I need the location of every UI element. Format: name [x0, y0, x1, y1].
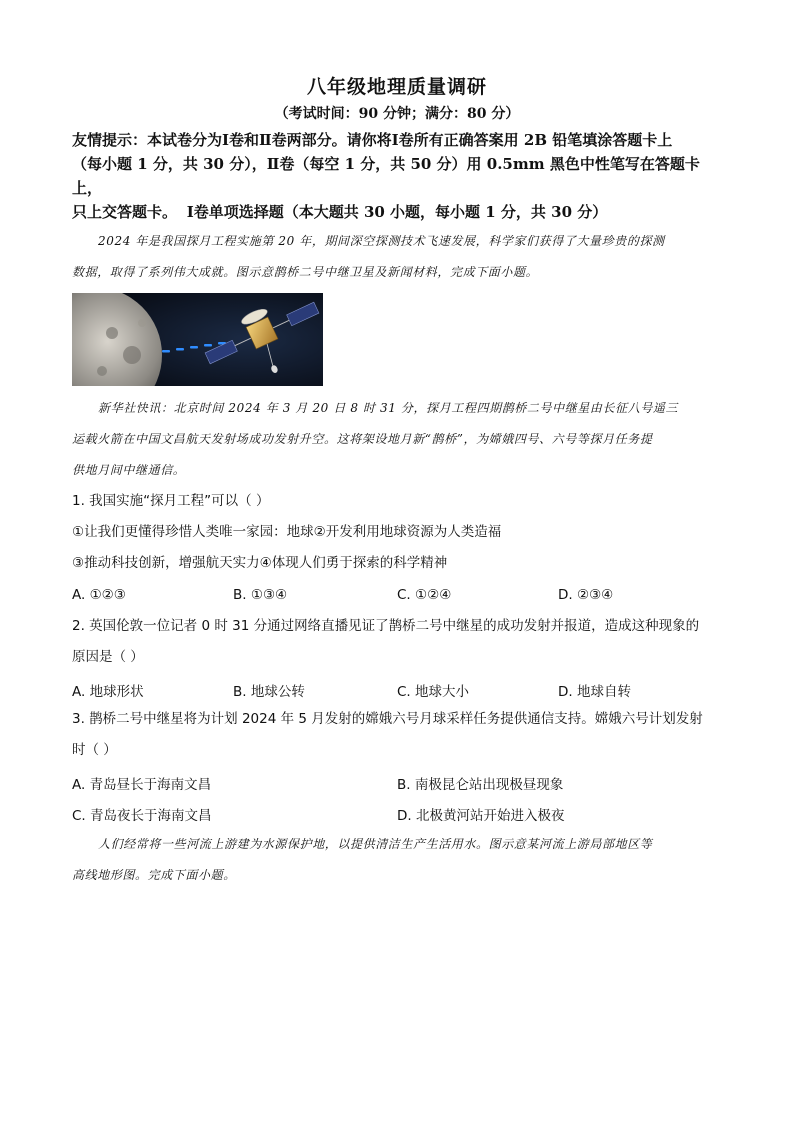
instructions-line: 只上交答题卡。	[72, 203, 178, 221]
question-stem: 1. 我国实施“探月工程”可以（ ）	[72, 493, 270, 509]
paragraph-line: 供地月间中继通信。	[72, 463, 186, 477]
option-d: D. ②③④	[558, 587, 614, 603]
moon-satellite-image	[72, 293, 323, 386]
option-c: C. ①②④	[397, 587, 452, 603]
exam-info: （考试时间：90 分钟；满分：80 分）	[274, 106, 520, 122]
question-stem: 时（ ）	[72, 742, 117, 758]
option-c: C. 青岛夜长于海南文昌	[72, 808, 212, 824]
option-b: B. 南极昆仑站出现极昼现象	[397, 777, 564, 793]
option-b: B. ①③④	[233, 587, 288, 603]
intro-paragraph	[72, 226, 722, 288]
paragraph-line: 运载火箭在中国文昌航天发射场成功发射升空。这将架设地月新“鹊桥”，为嫦娥四号、六号等探月任务提	[72, 432, 653, 446]
paragraph-line: 高线地形图。完成下面小题。	[72, 868, 236, 882]
paragraph-line: 数据，取得了系列伟大成就。图示意鹊桥二号中继卫星及新闻材料，完成下面小题。	[72, 265, 539, 279]
question-3	[72, 704, 722, 766]
option-a: A. 地球形状	[72, 684, 144, 700]
option-a: A. 青岛昼长于海南文昌	[72, 777, 212, 793]
option-c: C. 地球大小	[397, 684, 470, 700]
question-stem: 2. 英国伦敦一位记者 0 时 31 分通过网络直播见证了鹊桥二号中继星的成功发射并报道，造成这种现象的	[72, 618, 700, 634]
instructions-line: 友情提示：本试卷分为Ⅰ卷和Ⅱ卷两部分。请你将Ⅰ卷所有正确答案用 2B 铅笔填涂答题卡上	[72, 131, 673, 149]
statement-line: ③推动科技创新，增强航天实力④体现人们勇于探索的科学精神	[72, 555, 448, 571]
option-b: B. 地球公转	[233, 684, 305, 700]
option-d: D. 北极黄河站开始进入极夜	[397, 808, 565, 824]
river-intro-paragraph	[72, 829, 722, 891]
question-stem: 3. 鹊桥二号中继星将为计划 2024 年 5 月发射的嫦娥六号月球采样任务提供通信支持。嫦娥六号计划发射	[72, 711, 703, 727]
news-paragraph	[72, 393, 722, 486]
question-2	[72, 611, 722, 673]
instructions-line: （每小题 1 分，共 30 分），Ⅱ卷（每空 1 分，共 50 分）用 0.5mm 黑色中性笔写在答题卡上，	[72, 155, 700, 197]
paragraph-line: 人们经常将一些河流上游建为水源保护地，以提供清洁生产生活用水。图示意某河流上游局部地区等	[98, 837, 653, 851]
statement-line: ①让我们更懂得珍惜人类唯一家园：地球②开发利用地球资源为人类造福	[72, 524, 502, 540]
option-d: D. 地球自转	[558, 684, 631, 700]
section-title: Ⅰ卷单项选择题（本大题共 30 小题，每小题 1 分，共 30 分）	[186, 203, 608, 221]
page-title: 八年级地理质量调研	[306, 76, 487, 98]
paragraph-line: 2024 年是我国探月工程实施第 20 年，期间深空探测技术飞速发展，科学家们获得了大量珍贵的探测	[98, 234, 665, 248]
paragraph-line: 新华社快讯：北京时间 2024 年 3 月 20 日 8 时 31 分，探月工程四期鹊桥二号中继星由长征八号遥三	[98, 401, 679, 415]
question-1	[72, 486, 722, 579]
option-a: A. ①②③	[72, 587, 126, 603]
moon-satellite-icon	[72, 293, 323, 386]
question-stem: 原因是（ ）	[72, 649, 144, 665]
